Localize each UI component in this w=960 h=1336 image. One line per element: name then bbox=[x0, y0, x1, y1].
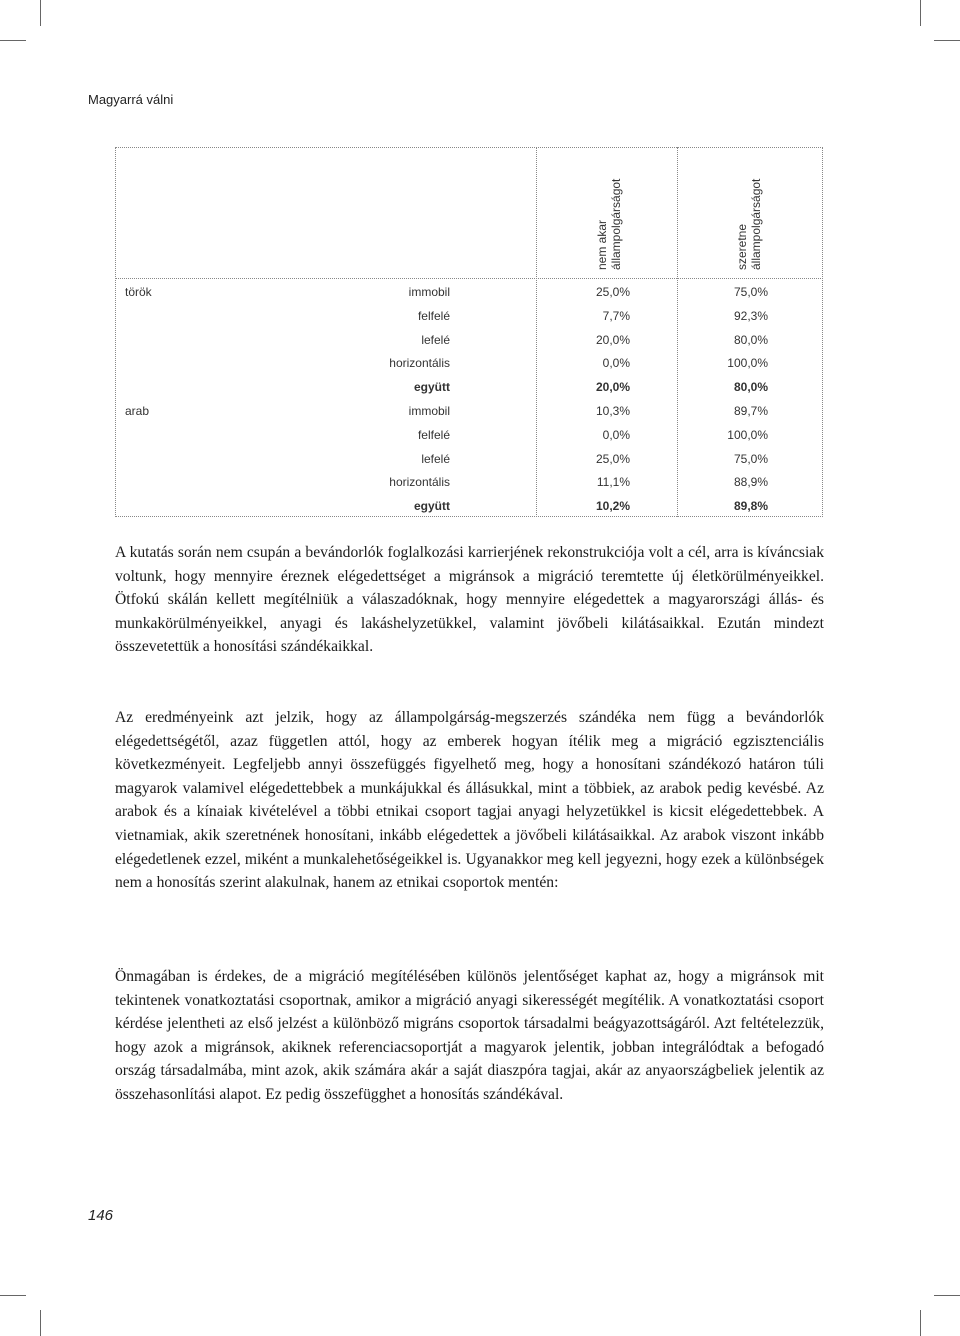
cell-no-citizenship: 7,7% bbox=[602, 308, 630, 323]
cell-wants-citizenship: 92,3% bbox=[733, 308, 768, 323]
row-group-label: török bbox=[125, 285, 152, 299]
crop-mark bbox=[0, 40, 26, 41]
cell-wants-citizenship: 100,0% bbox=[727, 427, 768, 442]
crop-mark bbox=[934, 1295, 960, 1296]
row-mobility-label: felfelé bbox=[417, 427, 450, 442]
crop-mark bbox=[0, 1295, 26, 1296]
crop-mark bbox=[920, 0, 921, 26]
table-grid-line bbox=[536, 147, 537, 517]
table-grid-line bbox=[115, 516, 823, 517]
column-header-no: nem akar állampolgárságot bbox=[595, 178, 623, 270]
row-mobility-label: immobil bbox=[408, 404, 450, 418]
cell-no-citizenship: 25,0% bbox=[595, 451, 630, 466]
cell-no-citizenship: 11,1% bbox=[596, 475, 630, 490]
table-grid-line bbox=[115, 147, 823, 148]
table-grid-line bbox=[677, 147, 678, 517]
cell-wants-citizenship: 80,0% bbox=[733, 332, 768, 347]
column-header-yes: szeretne állampolgárságot bbox=[735, 178, 763, 270]
paragraph-3: Önmagában is érdekes, de a migráció megítélésében különös jelentőséget kaphat az, hogy a migránsok mit tekintenek vonatkoztatási csoportnak, amikor a migráció anyagi sikerességét megítélik. A vonatkoztatási csoport kérdése jelentheti az első jelzést a különböző migráns csoportok társadalmi beágyazottságáról. Azt feltételezzük, hogy azok a migránsok, akiknek referenciacsoportját a magyarok jelentik, jobban integrálódtak a befogadó ország társadalmába, mint azok, akik számára akár a saját diaszpóra tagjai, akár az anyaországbeliek jelentik az összehasonlítási alapot. Ez pedig összefügghet a honosítás szándékával. bbox=[115, 968, 824, 1103]
row-mobility-label: felfelé bbox=[417, 308, 450, 323]
table-grid-line bbox=[822, 147, 823, 517]
cell-no-citizenship: 10,3% bbox=[595, 404, 630, 418]
cell-no-citizenship: 10,2% bbox=[595, 499, 630, 514]
row-mobility-label: immobil bbox=[408, 285, 450, 299]
cell-wants-citizenship: 100,0% bbox=[727, 356, 768, 371]
crop-mark bbox=[40, 1310, 41, 1336]
crop-mark bbox=[934, 40, 960, 41]
paragraph-2: Az eredményeink azt jelzik, hogy az állampolgárság-megszerzés szándéka nem függ a bevándorlók elégedettségétől, azaz független attól, hogy az emberek hogyan ítélik meg a migráció egzisztenciális következményeit. Legfeljebb annyi összefüggés figyelhető meg, hogy a honosítani szándékozó határon túli magyarok valamivel elégedettebbek a munkájukkal és állásukkal, mint a többiek, az arabok pedig kevésbé. Az arabok és a kínaiak kivételével a többi etnikai csoport tagjai anyagi helyzetükkel is kicsit elégedettebbek. A vietnamiak, akik szeretnének honosítani, inkább elégedettek a jövőbeli kilátásaikkal. Az arabok viszont inkább elégedetlenek ezzel, miként a munkalehetőségeikkel is. Ugyanakkor meg kell jegyezni, hogy ezek a különbségek nem a honosítás szerint alakulnak, hanem az etnikai csoportok mentén: bbox=[115, 709, 824, 892]
table-grid-line bbox=[115, 278, 823, 279]
cell-wants-citizenship: 88,9% bbox=[733, 475, 768, 490]
row-mobility-label: horizontális bbox=[389, 356, 450, 371]
cell-no-citizenship: 20,0% bbox=[595, 332, 630, 347]
cell-wants-citizenship: 89,7% bbox=[733, 404, 768, 418]
page-number: 146 bbox=[88, 1207, 114, 1224]
data-table bbox=[115, 147, 823, 517]
cell-no-citizenship: 25,0% bbox=[595, 285, 630, 299]
row-group-label: arab bbox=[125, 404, 150, 418]
cell-no-citizenship: 20,0% bbox=[595, 380, 630, 395]
row-mobility-label: együtt bbox=[414, 499, 450, 514]
running-header: Magyarrá válni bbox=[88, 92, 174, 107]
row-mobility-label: lefelé bbox=[421, 451, 450, 466]
crop-mark bbox=[920, 1310, 921, 1336]
cell-wants-citizenship: 75,0% bbox=[733, 451, 768, 466]
cell-no-citizenship: 0,0% bbox=[602, 427, 630, 442]
crop-mark bbox=[40, 0, 41, 26]
row-mobility-label: lefelé bbox=[421, 332, 450, 347]
row-mobility-label: együtt bbox=[414, 380, 450, 395]
table-grid-line bbox=[115, 147, 116, 517]
cell-wants-citizenship: 89,8% bbox=[733, 499, 768, 514]
cell-wants-citizenship: 75,0% bbox=[733, 285, 768, 299]
cell-no-citizenship: 0,0% bbox=[602, 356, 630, 371]
row-mobility-label: horizontális bbox=[389, 475, 450, 490]
cell-wants-citizenship: 80,0% bbox=[733, 380, 768, 395]
paragraph-1: A kutatás során nem csupán a bevándorlók foglalkozási karrierjének rekonstrukciója volt a cél, arra is kíváncsiak voltunk, hogy mennyire éreznek elégedettséget a migránsok a migráció teremtette új életkörülményeikkel. Ötfokú skálán kellett megítélniük a válaszadóknak, hogy mennyire elégedettek a magyarországi állás- és munkakörülményeikkel, anyagi és lakáshelyzetükkel, valamint jövőbeli kilátásaikkal. Ezután mindezt összevetettük a honosítási szándékaikkal. bbox=[115, 544, 824, 656]
